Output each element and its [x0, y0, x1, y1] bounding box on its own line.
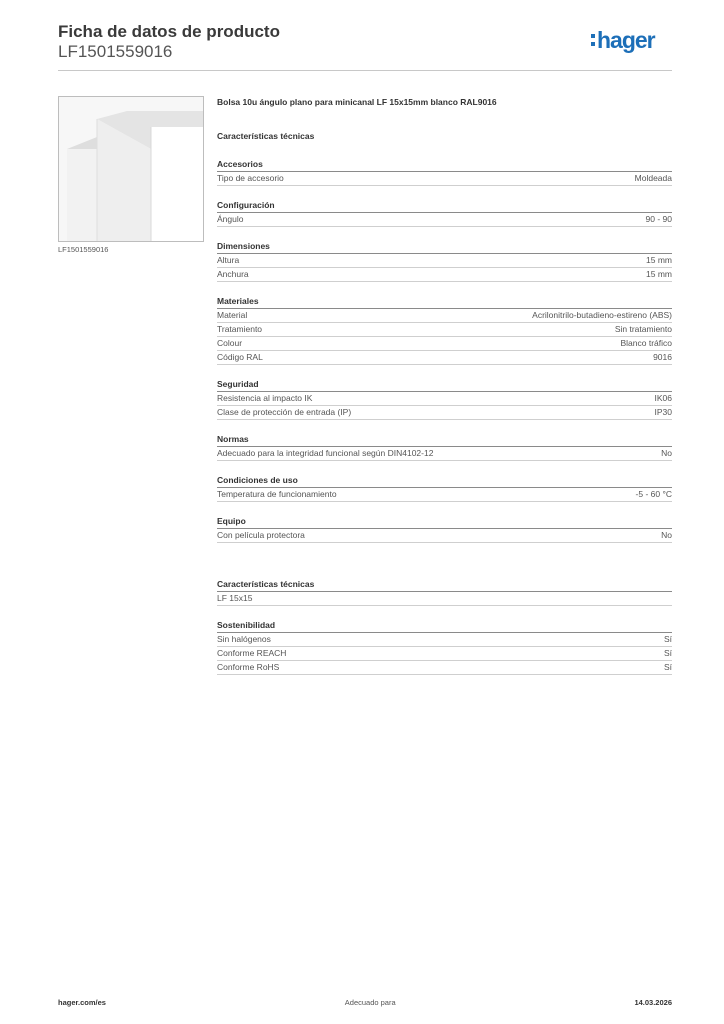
section-caracteristicas-tecnicas	[217, 579, 672, 606]
spec-row	[217, 268, 672, 282]
section-title: Dimensiones	[217, 241, 672, 254]
spec-value: Sí	[663, 648, 672, 658]
spec-value: -5 - 60 °C	[635, 489, 672, 499]
section-title: Equipo	[217, 516, 672, 529]
spec-label: Material	[217, 310, 248, 320]
section-materiales	[217, 296, 672, 365]
spec-row	[217, 337, 672, 351]
spec-row	[217, 392, 672, 406]
image-caption: LF1501559016	[58, 245, 109, 254]
spec-row	[217, 406, 672, 420]
section-equipo	[217, 516, 672, 543]
spec-value: Blanco tráfico	[620, 338, 672, 348]
spec-value: 9016	[653, 352, 672, 362]
spec-value: IP30	[654, 407, 672, 417]
spec-row	[217, 633, 672, 647]
spec-label: Conforme RoHS	[217, 662, 280, 672]
tech-heading: Características técnicas	[217, 131, 315, 141]
section-condiciones-de-uso	[217, 475, 672, 502]
spec-label: Colour	[217, 338, 243, 348]
spec-value: Sí	[663, 634, 672, 644]
spec-row	[217, 447, 672, 461]
spec-row	[217, 254, 672, 268]
spec-value: Acrilonitrilo-butadieno-estireno (ABS)	[532, 310, 672, 320]
spec-label: LF 15x15	[217, 593, 253, 603]
product-name: Bolsa 10u ángulo plano para minicanal LF 15x15mm blanco RAL9016	[217, 97, 497, 107]
spec-value: Sí	[663, 662, 672, 672]
spec-label: Resistencia al impacto IK	[217, 393, 313, 403]
spec-row	[217, 661, 672, 675]
spec-value: Moldeada	[634, 173, 672, 183]
section-title: Materiales	[217, 296, 672, 309]
page-title: Ficha de datos de producto	[58, 22, 280, 41]
section-title: Condiciones de uso	[217, 475, 672, 488]
spec-label: Temperatura de funcionamiento	[217, 489, 337, 499]
section-title: Seguridad	[217, 379, 672, 392]
footer-website-link[interactable]: hager.com/es	[58, 998, 106, 1007]
spec-label: Ángulo	[217, 214, 244, 224]
spec-label: Anchura	[217, 269, 249, 279]
product-code: LF1501559016	[58, 42, 173, 61]
page-header	[58, 20, 672, 71]
spec-value: 90 - 90	[645, 214, 672, 224]
section-title: Accesorios	[217, 159, 672, 172]
spec-row	[217, 351, 672, 365]
spec-value: No	[661, 448, 672, 458]
hager-logo	[590, 26, 672, 56]
spec-label: Código RAL	[217, 352, 263, 362]
spec-value: 15 mm	[646, 269, 672, 279]
spec-value: No	[661, 530, 672, 540]
footer-center-text: Adecuado para	[344, 998, 396, 1007]
section-title: Normas	[217, 434, 672, 447]
spec-row	[217, 488, 672, 502]
spec-row	[217, 309, 672, 323]
spec-label: Adecuado para la integridad funcional según DIN4102-12	[217, 448, 434, 458]
spec-row	[217, 323, 672, 337]
spec-label: Conforme REACH	[217, 648, 287, 658]
section-title: Configuración	[217, 200, 672, 213]
section-normas	[217, 434, 672, 461]
footer-date: 14.03.2026	[634, 998, 672, 1007]
spec-row	[217, 647, 672, 661]
spec-row	[217, 592, 672, 606]
spec-value: Sin tratamiento	[614, 324, 672, 334]
spec-label: Altura	[217, 255, 240, 265]
spec-row	[217, 213, 672, 227]
spec-value: 15 mm	[646, 255, 672, 265]
section-title: Características técnicas	[217, 579, 672, 592]
section-dimensiones	[217, 241, 672, 282]
spec-label: Tratamiento	[217, 324, 263, 334]
section-configuracion	[217, 200, 672, 227]
section-seguridad	[217, 379, 672, 420]
spec-value: IK06	[654, 393, 672, 403]
page-footer	[58, 998, 672, 1007]
svg-text:hager: hager	[597, 27, 655, 53]
spec-row	[217, 172, 672, 186]
spec-label: Con película protectora	[217, 530, 305, 540]
section-accesorios	[217, 159, 672, 186]
spec-label: Tipo de accesorio	[217, 173, 284, 183]
spec-row	[217, 529, 672, 543]
spec-label: Clase de protección de entrada (IP)	[217, 407, 352, 417]
section-title: Sostenibilidad	[217, 620, 672, 633]
spec-label: Sin halógenos	[217, 634, 271, 644]
section-sostenibilidad	[217, 620, 672, 675]
product-image	[58, 96, 204, 242]
product-specs	[217, 96, 672, 675]
